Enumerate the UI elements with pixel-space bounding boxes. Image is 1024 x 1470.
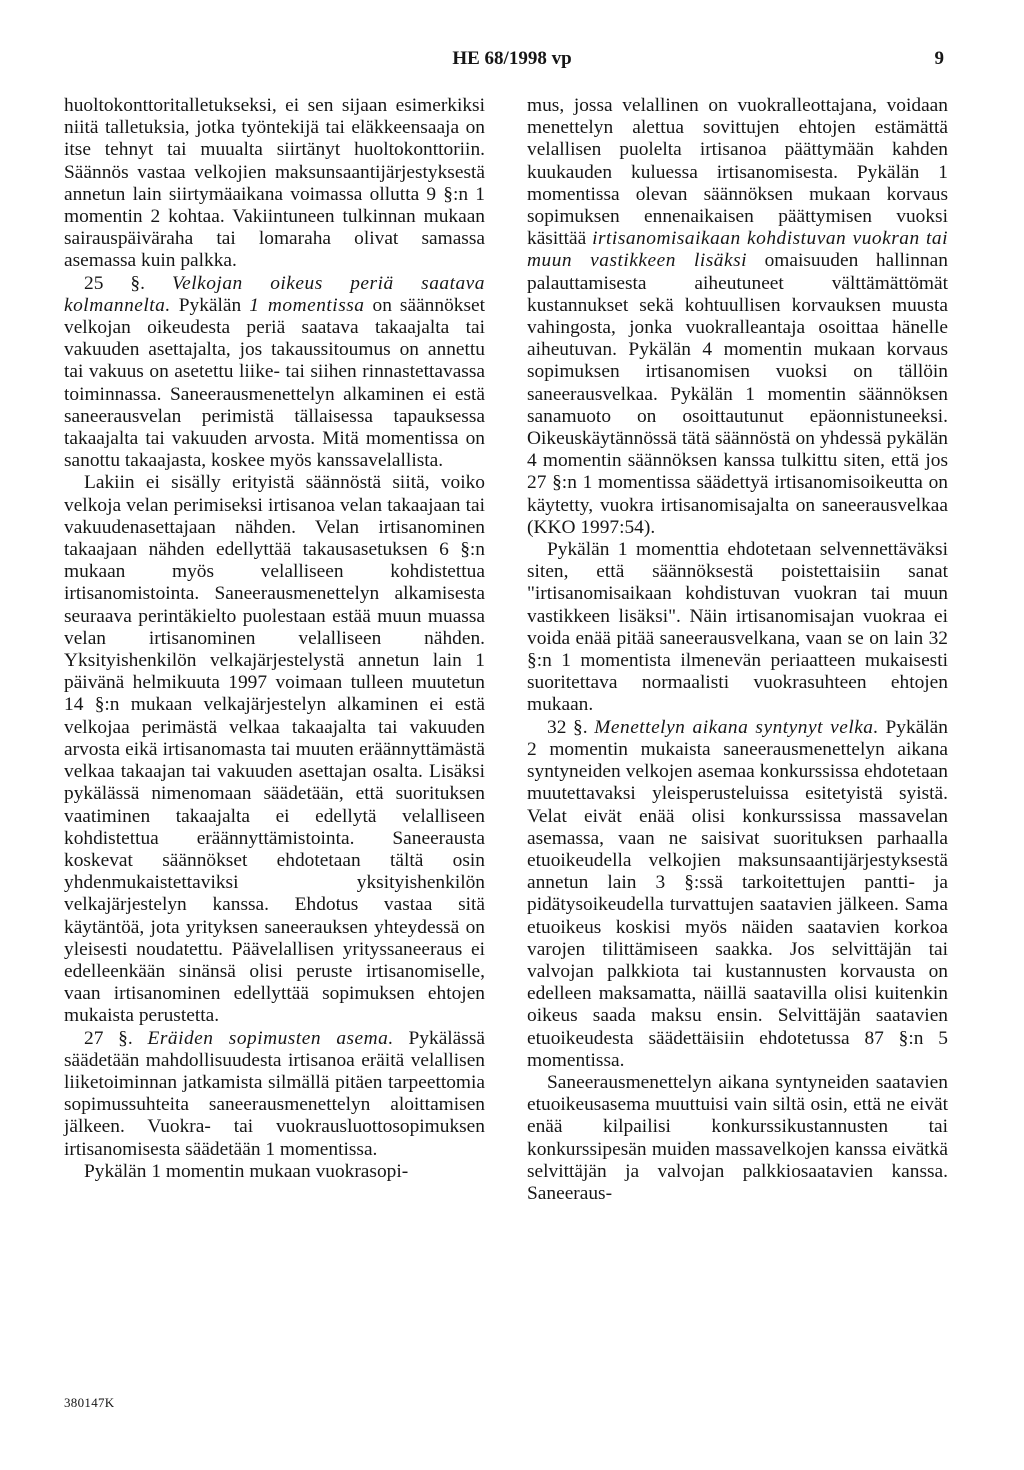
paragraph: huoltokonttoritalletukseksi, ei sen sijaan esimerkiksi niitä talletuksia, jotka työntekijä tai eläkkeensaaja on itse tehnyt tai muualta siirtänyt huoltokonttoriin. Säännös vastaa velkojien maksunsaantijärjestyksestä annetun lain siirtymäaikana voimassa ollutta 9 §:n 1 momentin 2 kohtaa. Vakiintuneen tulkinnan mukaan sairauspäiväraha tai lomaraha olivat samassa asemassa kuin palkka. [64, 95, 485, 272]
paragraph-text: mus, jossa velallinen on vuokralleottajana, voidaan menettelyn alettua sovittujen ehtojen estämättä velallisen puolelta irtisanoa päättymään kahden kuukauden kuluessa irtisanomisesta. Pykälän 1 momentissa olevan säännöksen mukaan korvaus sopimuksen ennenaikaisen päättymisen vuoksi käsittää [527, 95, 948, 250]
paragraph: Saneerausmenettelyn aikana syntyneiden saatavien etuoikeusasema muuttuisi vain siltä osin, että ne eivät enää kilpailisi konkurssikustannusten tai konkurssipesän muiden massavelkojen kanssa eivätkä selvittäjän ja valvojan palkkiosaatavien kanssa. Saneeraus- [527, 1071, 948, 1204]
paragraph-section-25 [64, 273, 485, 473]
footer-code: 380147K [64, 1395, 115, 1410]
emphasis-text: 1 momentissa [249, 294, 365, 316]
paragraph [527, 95, 948, 539]
left-column [64, 95, 485, 1183]
paragraph-section-27 [64, 1028, 485, 1161]
page-number: 9 [934, 48, 944, 69]
paragraph-text: on säännökset velkojan oikeudesta periä saatava takaajalta tai vakuuden asettajalta, jos takaussitoumus on annettu tai vakuus on asetettu liike- tai siihen rinnastettavassa toiminnassa. Saneerausmenettelyn alkaminen ei estä saneerausvelan perimistä tällaisessa tapauksessa takaajalta tai vakuuden arvosta. Mitä momentissa on sanottu takaajasta, koskee myös kanssavelallista. [64, 294, 485, 472]
section-number: 27 §. [84, 1027, 133, 1049]
paragraph-section-32 [527, 717, 948, 1072]
section-heading: Eräiden sopimusten asema. [147, 1027, 394, 1049]
section-heading: Velkojan oikeus periä saatava kolmannelta. [64, 272, 485, 316]
page-header [0, 48, 1024, 78]
paragraph-text: Pykälässä säädetään mahdollisuudesta irtisanoa eräitä velallisen liiketoiminnan jatkamista silmällä pitäen tarpeettomia sopimussuhteita saneerausmenettelyn aloittamisen jälkeen. Vuokra- tai vuokrausluottosopimuksen irtisanomisesta säädetään 1 momentissa. [64, 1027, 485, 1160]
section-heading: Menettelyn aikana syntynyt velka. [594, 716, 879, 738]
paragraph: Pykälän 1 momenttia ehdotetaan selvennettäväksi siten, että säännöksestä poistettaisiin sanat "irtisanomisaikaan kohdistuvan vuokran tai muun vastikkeen lisäksi". Näin irtisanomisajan vuokraa ei voida enää pitää saneerausvelkana, vaan se on lain 32 §:n 1 momentista ilmenevän periaatteen mukaisesti suoritettava normaalisti vuokrasuhteen ehtojen mukaan. [527, 539, 948, 716]
right-column [527, 95, 948, 1205]
emphasis-text: irtisanomisaikaan kohdistuvan vuokran tai muun vastikkeen lisäksi [527, 228, 948, 272]
paragraph-text: Pykälän 2 momentin mukaista saneerausmenettelyn aikana syntyneiden velkojen asemaa konkurssissa ehdotetaan muutettavaksi yleisperusteluissa esitetyistä syistä. Velat eivät enää olisi konkurssissa massavelan asemassa, vaan ne saisivat suorituksen parhaalla etuoikeudella velkojien maksunsaantijärjestyksestä annetun lain 3 §:ssä tarkoitettujen pantti- ja pidätysoikeudella turvattujen saatavien jälkeen. Sama etuoikeus koskisi myös näiden saatavien korkoa varojen tilittämiseen saakka. Jos selvittäjän tai valvojan palkkiota tai kustannusten korvausta on edelleen maksamatta, näillä saatavilla olisi kuitenkin oikeus saada maksu ensin. Selvittäjän saatavien etuoikeudesta säädettäisiin ehdotetussa 87 §:n 5 momentissa. [527, 716, 948, 1071]
paragraph-text: omaisuuden hallinnan palauttamisesta aiheutuneet välttämättömät kustannukset sekä kohtuullisen korvauksen muusta vahingosta, jonka vuokralleantaja osoittaa hänelle aiheutuvan. Pykälän 4 momentin mukaan korvaus sopimuksen irtisanomisen vuoksi on tällöin saneerausvelkaa. Pykälän 1 momentin säännöksen sanamuoto on osoittautunut epäonnistuneeksi. Oikeuskäytännössä tätä säännöstä on yhdessä pykälän 4 momentin säännöksen kanssa tulkittu siten, että jos 27 §:n 1 momentissa säädettyä irtisanomisoikeutta on käytetty, vuokra irtisanomisajalta on saneerausvelkaa (KKO 1997:54). [527, 250, 948, 538]
paragraph-text: Pykälän [178, 294, 242, 316]
paragraph: Pykälän 1 momentin mukaan vuokrasopi- [84, 1160, 409, 1182]
document-id: HE 68/1998 vp [452, 48, 572, 69]
section-number: 25 §. [84, 272, 145, 294]
paragraph: Lakiin ei sisälly erityistä säännöstä siitä, voiko velkoja velan perimiseksi irtisanoa velan takaajaan tai vakuudenasettajaan nähden. Velan irtisanominen takaajaan nähden edellyttää takausasetuksen 6 §:n mukaan myös velalliseen kohdistettua irtisanomistointa. Saneerausmenettelyn alkamisesta seuraava perintäkielto puolestaan estää muun muassa velan irtisanominen velalliseen nähden. Yksityishenkilön velkajärjestelystä annetun lain 1 päivänä helmikuuta 1997 voimaan tulleen muutetun 14 §:n mukaan velkajärjestelyn alkaminen ei estä velkojaa perimästä velkaa takaajalta tai vakuuden arvosta eikä irtisanomasta tai muuten eräännyttämästä velkaa takaajan tai vakuuden asettajan osalta. Lisäksi pykälässä nimenomaan säädetään, että suorituksen vaatiminen takaajalta ei edellytä velalliseen kohdistettua eräännyttämistointa. Saneerausta koskevat säännökset ehdotetaan tältä osin yhdenmukaistettaviksi yksityishenkilön velkajärjestelyn kanssa. Ehdotus vastaa sitä käytäntöä, jota yrityksen saneerauksen yhteydessä on yleisesti noudatettu. Päävelallisen yrityssaneeraus ei edelleenkään sinänsä olisi peruste irtisanomiselle, vaan irtisanominen edellyttää sopimuksen ehtojen mukaista perustetta. [64, 472, 485, 1027]
section-number: 32 §. [547, 716, 588, 738]
